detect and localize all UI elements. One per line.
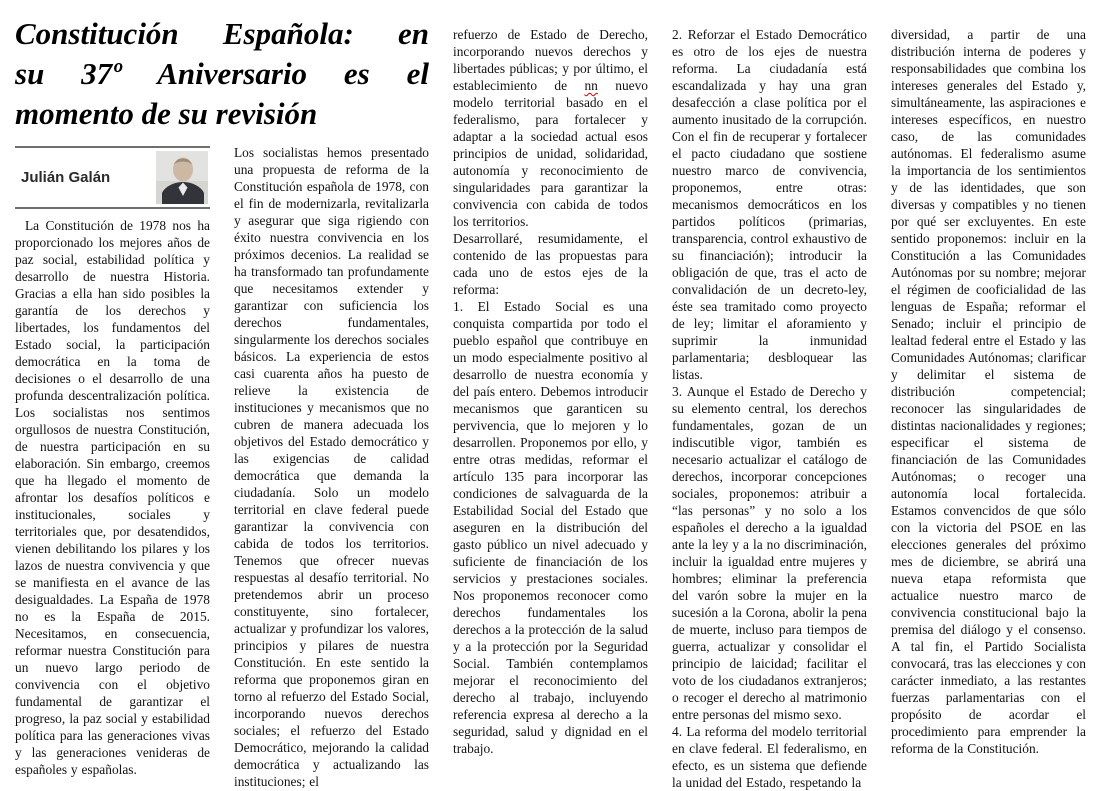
page-title <box>15 14 429 134</box>
article-paragraph: La Constitución de 1978 nos ha proporcionado los mejores años de paz social, estabilidad política y desarrollo de nuestra Historia. Gracias a ella han sido posibles la garantía de los derechos y libertades, los fundamentos del Estado social, la participación democrática en la toma de decisiones o el desarrollo de una profunda descentralización política. Los socialistas nos sentimos orgullosos de nuestra Constitución, de nuestra participación en su elaboración. Sin embargo, creemos que ha llegado el momento de afrontar los desafíos políticos e institucionales, sociales y territoriales que, por desatendidos, vienen debilitando los pilares y los lazos de nuestra convivencia y que se manifiesta en el avance de las desigualdades. La España de 1978 no es la España de 2015. Necesitamos, en consecuencia, reformar nuestra Constitución para un nuevo largo periodo de convivencia con el objetivo fundamental de garantizar el progreso, la paz social y estabilidad política para las generaciones vivas y las generaciones venideras de españoles y españolas. <box>15 218 210 777</box>
paragraph-text: nuevo modelo territorial basado en el federalismo, para fortalecer y adaptar a la sociedad actual esos principios de unidad, solidaridad, autonomía y reconocimiento de singularidades para garantizar la convivencia con cabida de todos los territorios. <box>453 78 648 229</box>
headline-line-2: su 37º Aniversario es el <box>15 56 429 91</box>
column-3 <box>453 12 648 756</box>
paragraph-text: refuerzo de Estado de Derecho, incorporando nuevos derechos y libertades públicas; y por último, el establecimiento de <box>453 27 648 93</box>
article-paragraph: diversidad, a partir de una distribución interna de poderes y responsabilidades que combina los intereses generales del Estado y, simultáneamente, las aspiraciones e intereses específicos, en nuestro caso, de las comunidades autónomas. El federalismo asume la importancia de los sentimientos y de las identidades, que son diversas y compatibles y no tienen por qué ser excluyentes. En este sentido proponemos: incluir en la Constitución a las Comunidades Autónomas por su nombre; mejorar el régimen de cooficialidad de las lenguas de España; reformar el Senado; incluir el principio de lealtad federal entre el Estado y las Comunidades Autónomas; clarificar y delimitar el sistema de distribución competencial; reconocer las singularidades de distintas nacionalidades y regiones; especificar el sistema de financiación de las Comunidades Autónomas; o recoger una autonomía local fortalecida. Estamos convencidos de que sólo con la victoria del PSOE en las elecciones generales del próximo mes de diciembre, se abrirá una nueva etapa reformista que actualice nuestro marco de convivencia constitucional bajo la premisa del diálogo y el consenso. A tal fin, el Partido Socialista convocará, tras las elecciones y con carácter inmediato, a las restantes fuerzas parlamentarias con el propósito de acordar el procedimiento para emprender la reforma de la Constitución. <box>891 27 1086 756</box>
article-paragraph: 3. Aunque el Estado de Derecho y su elemento central, los derechos fundamentales, gozan de un indiscutible vigor, también es necesario actualizar el catálogo de derechos, incorporar concepciones sociales, proponemos: atribuir a “las personas” y no solo a los españoles el derecho a la igualdad ante la ley y a la no discriminación, incluir la igualdad entre mujeres y hombres; eliminar la preferencia del varón sobre la mujer en la sucesión a la Corona, abolir la pena de muerte, incluso para tiempos de guerra, actualizar y consolidar el principio de laicidad; facilitar el voto de los ciudadanos extranjeros; o recoger el derecho al matrimonio entre personas del mismo sexo. <box>672 384 867 722</box>
article-paragraph: Desarrollaré, resumidamente, el contenido de las propuestas para cada uno de estos ejes de la reforma: <box>453 231 648 297</box>
headline-and-lead-columns <box>15 12 429 789</box>
article-paragraph <box>453 26 648 230</box>
article-paragraph: 1. El Estado Social es una conquista compartida por todo el pueblo español que contribuye en un modo especialmente positivo al desarrollo de nuestra economía y del país entero. Debemos introducir mecanismos que garanticen su pervivencia, que lo mejoren y lo desarrollen. Proponemos por ello, y entre otras medidas, reformar el artículo 135 para incorporar las condiciones de salvaguarda de la Estabilidad Social del Estado que aseguren en la distribución del gasto público un nivel adecuado y suficiente de financiación de los servicios y prestaciones sociales. Nos proponemos reconocer como derechos fundamentales los derechos a la protección de la salud y a la protección por la Seguridad Social. También contemplamos mejorar el reconocimiento del derecho al trabajo, incluyendo referencia expresa al derecho a la seguridad, salud y dignidad en el trabajo. <box>453 299 648 756</box>
column-5 <box>891 12 1086 756</box>
article-paragraph: Los socialistas hemos presentado una propuesta de reforma de la Constitución española de 1978, con el fin de modernizarla, revitalizarla y asegurar que siga rigiendo con éxito nuestra convivencia en los próximos decenios. La realidad se ha transformado tan profundamente que necesitamos extender y garantizar con suficiencia los derechos fundamentales, singularmente los derechos sociales básicos. La experiencia de estos casi cuarenta años ha puesto de relieve la existencia de instituciones y mecanismos que no cubren de manera adecuada los objetivos del Estado democrático y las exigencias de calidad democrática que demanda la ciudadanía. Solo un modelo territorial en clave federal puede garantizar la convivencia con cabida de todos los territorios. Tenemos que ofrecer nuevas respuestas al desafío territorial. No pretendemos abrir un proceso constituyente, sino fortalecer, actualizar y profundizar los valores, principios y pilares de nuestra Constitución. En este sentido la reforma que proponemos giran en torno al refuerzo del Estado Social, incorporando nuevos derechos sociales; el refuerzo del Estado Democrático, mejorando la calidad democrática y actualizando las instituciones; el <box>234 145 429 789</box>
column-2 <box>234 144 429 790</box>
byline <box>15 146 210 209</box>
article-paragraph: 4. La reforma del modelo territorial en clave federal. El federalismo, en efecto, es un sistema que defiende la unidad del Estado, respetando la <box>672 724 867 790</box>
author-portrait-icon <box>156 151 208 204</box>
headline-line-3: momento de su revisión <box>15 96 318 131</box>
article-paragraph: 2. Reforzar el Estado Democrático es otro de los ejes de nuestra reforma. La ciudadanía está escandalizada y hay una gran desafección a clase política por el aumento inusitado de la corrupción. Con el fin de recuperar y fortalecer el pacto ciudadano que sostiene nuestro marco de convivencia, proponemos, entre otras: mecanismos democráticos en los partidos políticos (primarias, transparencia, control exhaustivo de su financiación); introducir la obligación de que, tras el acto de convalidación de un decreto-ley, éste sea tramitado como proyecto de ley; limitar el aforamiento y suprimir la inmunidad parlamentaria; desbloquear las listas. <box>672 27 867 382</box>
author-name: Julián Galán <box>21 169 111 186</box>
column-1 <box>15 144 210 790</box>
misspelled-word: nn <box>584 78 598 93</box>
column-4 <box>672 12 867 790</box>
headline-line-1: Constitución Española: en <box>15 16 429 51</box>
